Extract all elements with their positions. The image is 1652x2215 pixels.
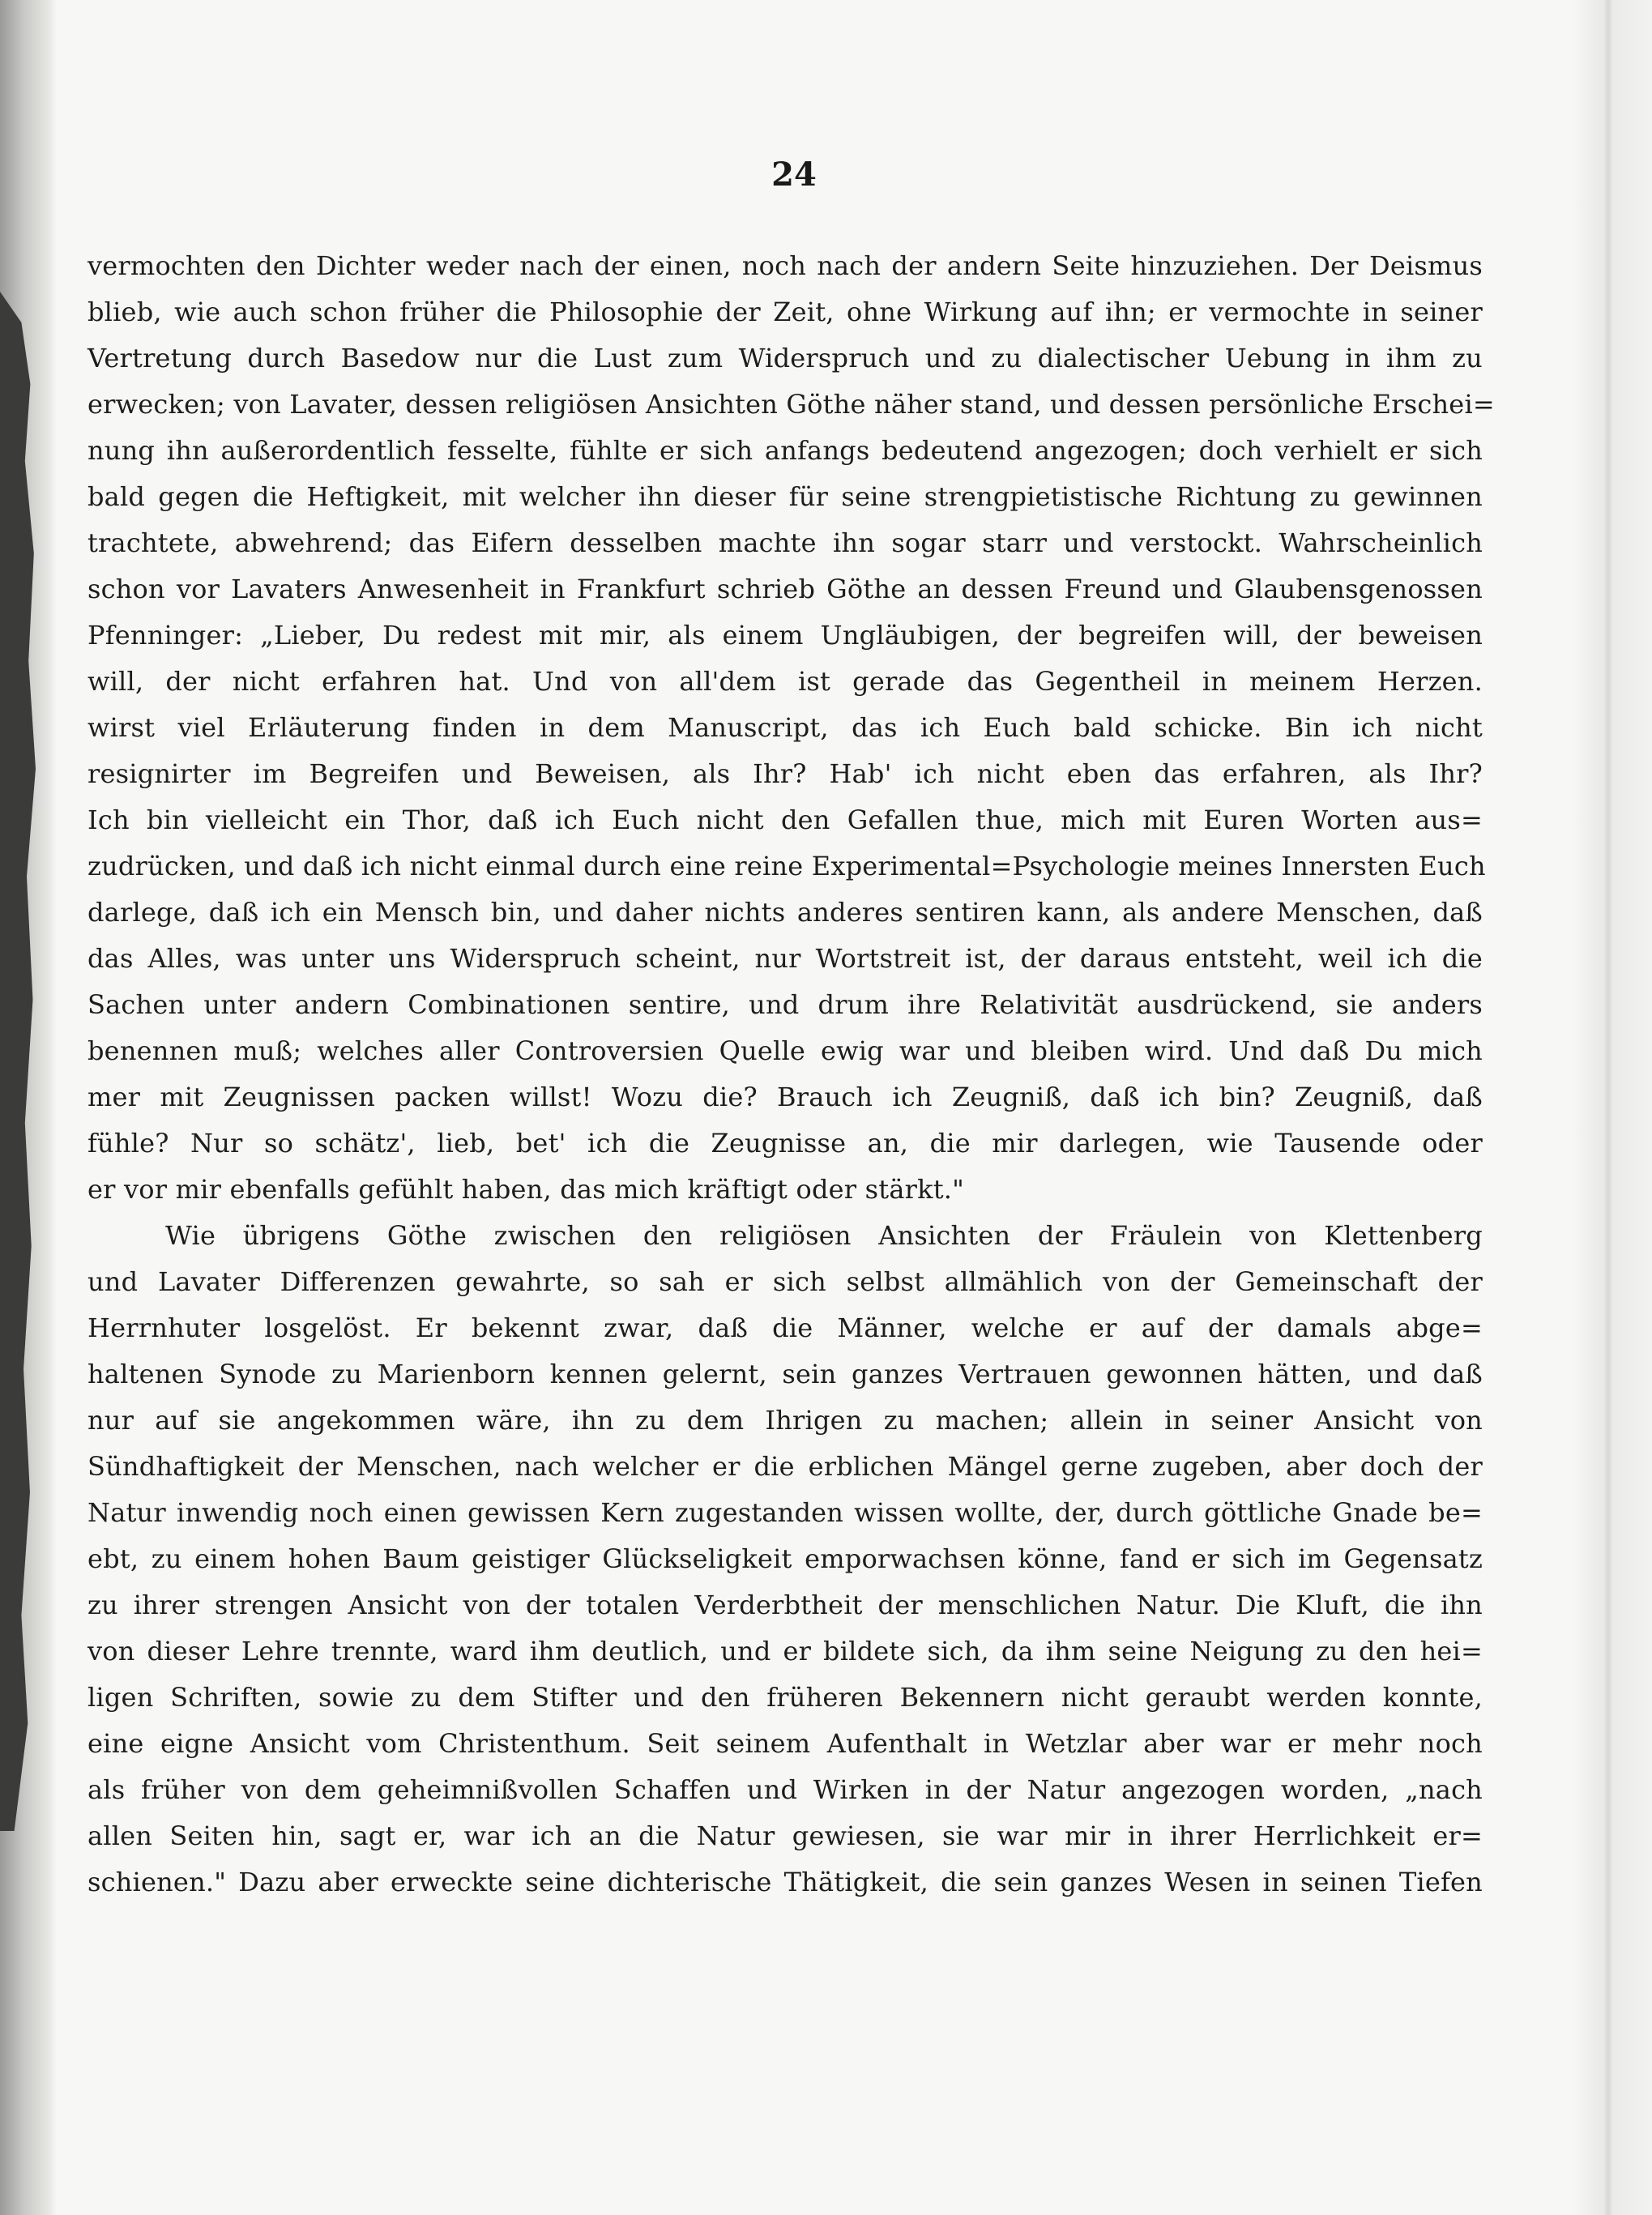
text-line: haltenen Synode zu Marienborn kennen gelernt, sein ganzes Vertrauen gewonnen hätten, und daß [88,1359,1483,1389]
text-line: benennen muß; welches aller Controversien Quelle ewig war und bleiben wird. Und daß Du mich [88,1035,1483,1066]
text-line: Vertretung durch Basedow nur die Lust zum Widerspruch und zu dialectischer Uebung in ihm zu [88,343,1483,373]
text-line: blieb, wie auch schon früher die Philosophie der Zeit, ohne Wirkung auf ihn; er vermochte in seiner [88,297,1483,327]
text-line: zudrücken, und daß ich nicht einmal durch eine reine Experimental=Psychologie meines Innersten Euch [88,851,1486,881]
text-line: von dieser Lehre trennte, ward ihm deutlich, und er bildete sich, da ihm seine Neigung zu den hei= [88,1636,1483,1667]
text-line: er vor mir ebenfalls gefühlt haben, das mich kräftigt oder stärkt." [88,1174,965,1205]
text-line: Pfenninger: „Lieber, Du redest mit mir, als einem Ungläubigen, der begreifen will, der beweisen [88,620,1483,651]
text-line: fühle? Nur so schätz', lieb, bet' ich die Zeugnisse an, die mir darlegen, wie Tausende oder [88,1128,1483,1159]
text-line: wirst viel Erläuterung finden in dem Manuscript, das ich Euch bald schicke. Bin ich nicht [88,712,1483,743]
text-line: Natur inwendig noch einen gewissen Kern zugestanden wissen wollte, der, durch göttliche Gnade be= [88,1497,1483,1528]
text-line: ebt, zu einem hohen Baum geistiger Glückseligkeit emporwachsen könne, fand er sich im Gegensatz [88,1543,1483,1574]
text-line: als früher von dem geheimnißvollen Schaffen und Wirken in der Natur angezogen worden, „nach [88,1774,1483,1805]
text-line: darlege, daß ich ein Mensch bin, und daher nichts anderes sentiren kann, als andere Menschen, daß [88,897,1483,928]
text-line: und Lavater Differenzen gewahrte, so sah er sich selbst allmählich von der Gemeinschaft der [88,1266,1483,1297]
text-line: schienen." Dazu aber erweckte seine dichterische Thätigkeit, die sein ganzes Wesen in seinen Tiefen [88,1867,1483,1897]
text-line: allen Seiten hin, sagt er, war ich an die Natur gewiesen, sie war mir in ihrer Herrlichkeit er= [88,1820,1483,1851]
text-line: eine eigne Ansicht vom Christenthum. Seit seinem Aufenthalt in Wetzlar aber war er mehr noch [88,1728,1483,1759]
text-line: zu ihrer strengen Ansicht von der totalen Verderbtheit der menschlichen Natur. Die Kluft, die ihn [88,1590,1483,1620]
text-line: nung ihn außerordentlich fesselte, fühlte er sich anfangs bedeutend angezogen; doch verhielt er sich [88,435,1483,466]
body-text [88,243,1495,1906]
text-line: ligen Schriften, sowie zu dem Stifter und den früheren Bekennern nicht geraubt werden konnte, [88,1682,1483,1713]
page-number: 24 [771,156,817,194]
page-gutter [1571,0,1652,2215]
text-line: will, der nicht erfahren hat. Und von all'dem ist gerade das Gegentheil in meinem Herzen. [88,666,1483,697]
text-line: schon vor Lavaters Anwesenheit in Frankfurt schrieb Göthe an dessen Freund und Glaubensgenossen [88,574,1483,604]
text-line: das Alles, was unter uns Widerspruch scheint, nur Wortstreit ist, der daraus entsteht, weil ich die [88,943,1483,974]
text-line: bald gegen die Heftigkeit, mit welcher ihn dieser für seine strengpietistische Richtung zu gewinnen [88,481,1483,512]
text-line: erwecken; von Lavater, dessen religiösen Ansichten Göthe näher stand, und dessen persönliche Erschei= [88,389,1495,420]
text-line: nur auf sie angekommen wäre, ihn zu dem Ihrigen zu machen; allein in seiner Ansicht von [88,1405,1483,1436]
text-line: Ich bin vielleicht ein Thor, daß ich Euch nicht den Gefallen thue, mich mit Euren Worten aus= [88,804,1483,835]
text-line: resignirter im Begreifen und Beweisen, als Ihr? Hab' ich nicht eben das erfahren, als Ihr? [88,758,1483,789]
text-line: Sachen unter andern Combinationen sentire, und drum ihre Relativität ausdrückend, sie anders [88,989,1483,1020]
text-line: mer mit Zeugnissen packen willst! Wozu die? Brauch ich Zeugniß, daß ich bin? Zeugniß, daß [88,1082,1483,1112]
paragraph-start-line: Wie übrigens Göthe zwischen den religiösen Ansichten der Fräulein von Klettenberg [165,1220,1483,1251]
text-line: Sündhaftigkeit der Menschen, nach welcher er die erblichen Mängel gerne zugeben, aber doch der [88,1451,1483,1482]
text-line: trachtete, abwehrend; das Eifern desselben machte ihn sogar starr und verstockt. Wahrscheinlich [88,527,1483,558]
text-line: vermochten den Dichter weder nach der einen, noch nach der andern Seite hinzuziehen. Der Deismus [88,250,1483,281]
text-line: Herrnhuter losgelöst. Er bekennt zwar, daß die Männer, welche er auf der damals abge= [88,1312,1483,1343]
